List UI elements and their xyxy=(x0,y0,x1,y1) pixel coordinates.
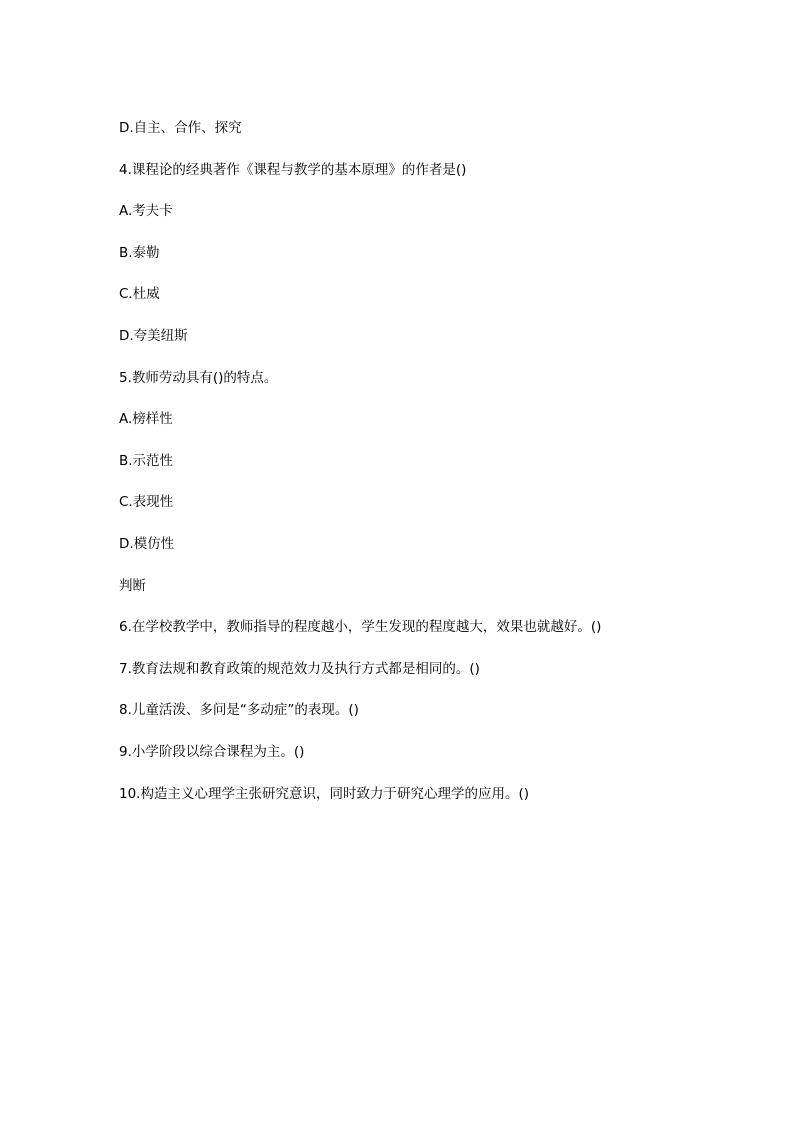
text-line: 4.课程论的经典著作《课程与教学的基本原理》的作者是() xyxy=(119,161,467,178)
text-line: 5.教师劳动具有()的特点。 xyxy=(119,369,278,386)
text-line: A.考夫卡 xyxy=(119,203,173,220)
text-line: D.自主、合作、探究 xyxy=(119,120,242,136)
text-line: D.夸美纽斯 xyxy=(119,328,188,344)
text-line: 6.在学校教学中，教师指导的程度越小，学生发现的程度越大，效果也就越好。() xyxy=(119,619,602,636)
text-line: A.榜样性 xyxy=(119,411,173,428)
text-line: D.模仿性 xyxy=(119,536,175,552)
text-line: 9.小学阶段以综合课程为主。() xyxy=(119,744,305,760)
text-line: 7.教育法规和教育政策的规范效力及执行方式都是相同的。() xyxy=(119,660,480,677)
text-line: B.泰勒 xyxy=(119,244,160,261)
text-line: C.表现性 xyxy=(119,494,174,511)
section-heading: 判断 xyxy=(119,577,146,594)
text-line: 10.构造主义心理学主张研究意识，同时致力于研究心理学的应用。() xyxy=(119,785,530,802)
text-line: B.示范性 xyxy=(119,452,174,469)
text-line: 8.儿童活泼、多问是“多动症”的表现。() xyxy=(119,702,359,719)
text-line: C.杜威 xyxy=(119,286,160,303)
